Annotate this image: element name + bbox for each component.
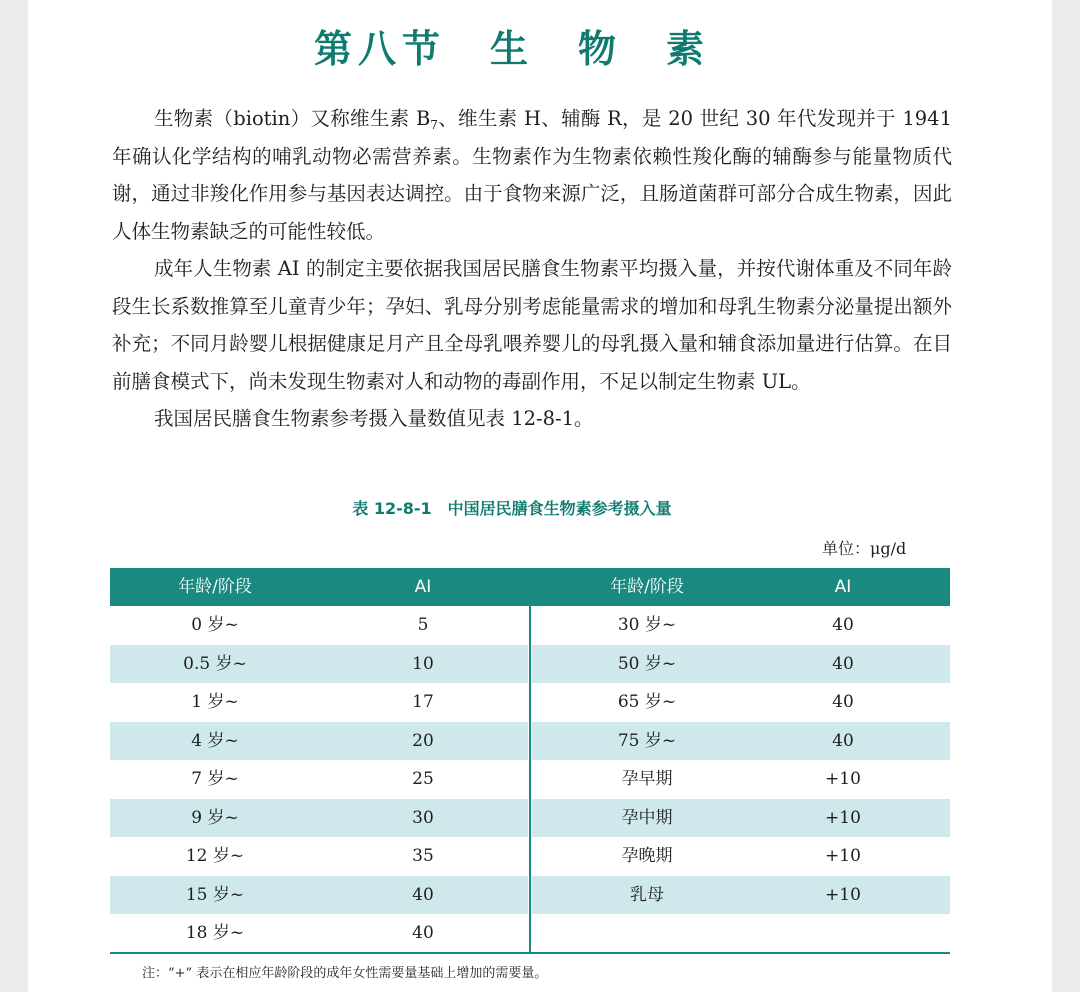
data-table <box>110 568 950 953</box>
age-left-cell: 0.5 岁~ <box>183 653 247 674</box>
age-right-cell: 乳母 <box>630 884 664 905</box>
ai-right-cell: +10 <box>825 846 861 866</box>
age-right-cell: 孕早期 <box>621 769 673 789</box>
paragraph-1-part-a: 生物素（biotin）又称维生素 B <box>154 107 431 130</box>
ai-left-cell: 10 <box>412 653 434 674</box>
section-title: 第八节 生 物 素 <box>313 26 710 71</box>
paragraph-2: 成年人生物素 AI 的制定主要依据我国居民膳食生物素平均摄入量，并按代谢体重及不同年龄段生长系数推算至儿童青少年；孕妇、乳母分别考虑能量需求的增加和母乳生物素分泌量提出额外补充；不同月龄婴儿根据健康足月产且全母乳喂养婴儿的母乳摄入量和辅食添加量进行估算。在目前膳食模式下，尚未发现生物素对人和动物的毒副作用，不足以制定生物素 UL。 <box>112 257 952 393</box>
table-unit: 单位：μg/d <box>822 539 907 558</box>
age-left-cell: 7 岁~ <box>191 769 239 789</box>
ai-right-cell: 40 <box>832 615 854 635</box>
age-right-cell: 50 岁~ <box>617 653 677 674</box>
age-right-cell: 30 岁~ <box>617 615 677 635</box>
age-left-cell: 0 岁~ <box>191 615 239 635</box>
ai-right-cell: 40 <box>832 730 854 751</box>
body-text <box>112 100 952 438</box>
ai-right-cell: +10 <box>825 807 861 828</box>
table-bottom-rule <box>110 952 950 954</box>
table-note: 注：“+” 表示在相应年龄阶段的成年女性需要量基础上增加的需要量。 <box>142 966 548 981</box>
header-age-right: 年龄/阶段 <box>610 577 684 597</box>
ai-left-cell: 20 <box>412 730 434 751</box>
ai-right-cell: +10 <box>825 769 861 789</box>
ai-left-cell: 40 <box>412 923 434 943</box>
age-left-cell: 12 岁~ <box>185 846 245 866</box>
ai-right-cell: +10 <box>825 884 861 905</box>
ai-left-cell: 25 <box>412 769 434 789</box>
age-left-cell: 18 岁~ <box>185 923 245 943</box>
header-ai-left: AI <box>414 577 432 597</box>
paragraph-3: 我国居民膳食生物素参考摄入量数值见表 12-8-1。 <box>154 407 594 430</box>
table-caption: 表 12-8-1 中国居民膳食生物素参考摄入量 <box>352 499 672 518</box>
ai-right-cell: 40 <box>832 692 854 712</box>
ai-left-cell: 30 <box>412 807 434 828</box>
ai-left-cell: 35 <box>412 846 434 866</box>
age-right-cell: 65 岁~ <box>617 692 677 712</box>
ai-left-cell: 40 <box>412 884 434 905</box>
age-left-cell: 9 岁~ <box>191 807 239 828</box>
age-right-cell: 75 岁~ <box>617 730 677 751</box>
ai-left-cell: 5 <box>417 615 429 635</box>
paragraph-1-subscript: 7 <box>430 118 438 132</box>
ai-left-cell: 17 <box>412 692 434 712</box>
age-left-cell: 1 岁~ <box>191 692 239 712</box>
age-left-cell: 15 岁~ <box>185 884 245 905</box>
paragraph-1 <box>112 100 952 250</box>
age-left-cell: 4 岁~ <box>191 730 239 751</box>
column-divider <box>529 568 531 954</box>
header-age-left: 年龄/阶段 <box>178 577 252 597</box>
age-right-cell: 孕中期 <box>621 807 673 828</box>
paragraph-1-part-b: 、维生素 H、辅酶 R，是 20 世纪 30 年代发现并于 1941 年确认化学结构的哺乳动物必需营养素。生物素作为生物素依赖性羧化酶的辅酶参与能量物质代谢，通过非羧化作用参与基因表达调控。由于食物来源广泛，且肠道菌群可部分合成生物素，因此人体生物素缺乏的可能性较低。 <box>112 107 952 243</box>
header-ai-right: AI <box>834 577 852 597</box>
ai-right-cell: 40 <box>832 653 854 674</box>
age-right-cell: 孕晚期 <box>621 846 673 866</box>
